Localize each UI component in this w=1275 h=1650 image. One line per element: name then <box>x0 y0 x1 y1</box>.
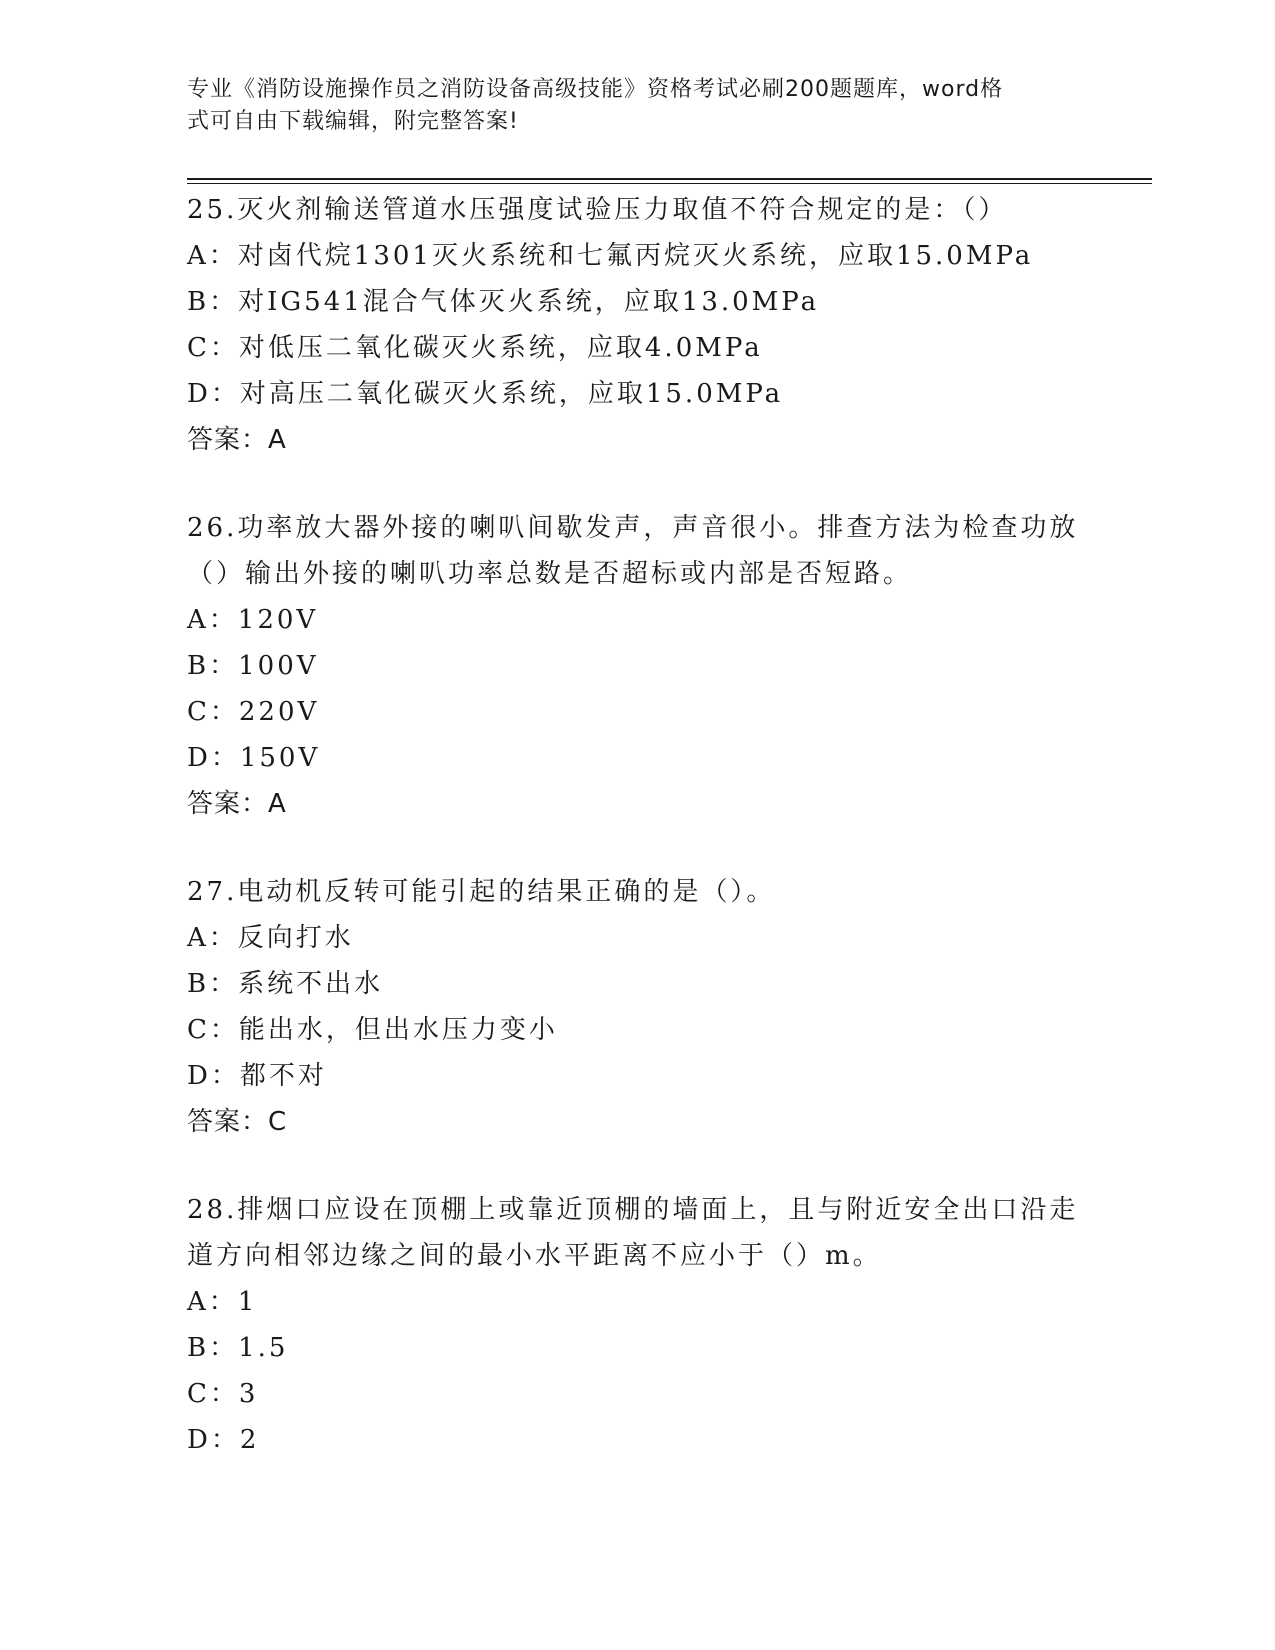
question-25 <box>187 187 1087 463</box>
option-b: B：系统不出水 <box>187 969 384 999</box>
option-c: C：能出水，但出水压力变小 <box>187 1015 558 1045</box>
option-d: D：150V <box>187 743 321 773</box>
question-stem: 27.电动机反转可能引起的结果正确的是（）。 <box>187 877 776 907</box>
option-b: B：对IG541混合气体灭火系统，应取13.0MPa <box>187 287 820 317</box>
option-b: B：100V <box>187 651 319 681</box>
option-a: A：反向打水 <box>187 923 354 953</box>
question-list <box>187 187 1087 1463</box>
header-divider-thick <box>187 178 1152 180</box>
document-header <box>187 74 1067 138</box>
option-c: C：对低压二氧化碳灭火系统，应取4.0MPa <box>187 333 763 363</box>
option-b: B：1.5 <box>187 1333 289 1363</box>
question-28 <box>187 1187 1087 1463</box>
question-stem-line-1: 26.功率放大器外接的喇叭间歇发声，声音很小。排查方法为检查功放 <box>187 513 1079 543</box>
header-divider-thin <box>187 183 1152 184</box>
question-stem-line-2: （）输出外接的喇叭功率总数是否超标或内部是否短路。 <box>187 559 913 589</box>
option-c: C：3 <box>187 1379 259 1409</box>
option-d: D：2 <box>187 1425 260 1455</box>
option-a: A：120V <box>187 605 319 635</box>
question-stem-line-2: 道方向相邻边缘之间的最小水平距离不应小于（）m。 <box>187 1241 882 1271</box>
question-stem-line-1: 28.排烟口应设在顶棚上或靠近顶棚的墙面上，且与附近安全出口沿走 <box>187 1195 1079 1225</box>
option-a: A：1 <box>187 1287 258 1317</box>
answer-line: 答案：C <box>187 1107 288 1137</box>
question-27 <box>187 869 1087 1145</box>
option-d: D：都不对 <box>187 1061 327 1091</box>
answer-line: 答案：A <box>187 425 287 455</box>
question-26 <box>187 505 1087 827</box>
option-d: D：对高压二氧化碳灭火系统，应取15.0MPa <box>187 379 784 409</box>
header-line-1: 专业《消防设施操作员之消防设备高级技能》资格考试必刷200题题库，word格 <box>187 77 1004 102</box>
answer-line: 答案：A <box>187 789 287 819</box>
option-a: A：对卤代烷1301灭火系统和七氟丙烷灭火系统，应取15.0MPa <box>187 241 1034 271</box>
question-stem: 25.灭火剂输送管道水压强度试验压力取值不符合规定的是：（） <box>187 195 1008 225</box>
header-line-2: 式可自由下载编辑，附完整答案! <box>187 109 519 134</box>
option-c: C：220V <box>187 697 320 727</box>
